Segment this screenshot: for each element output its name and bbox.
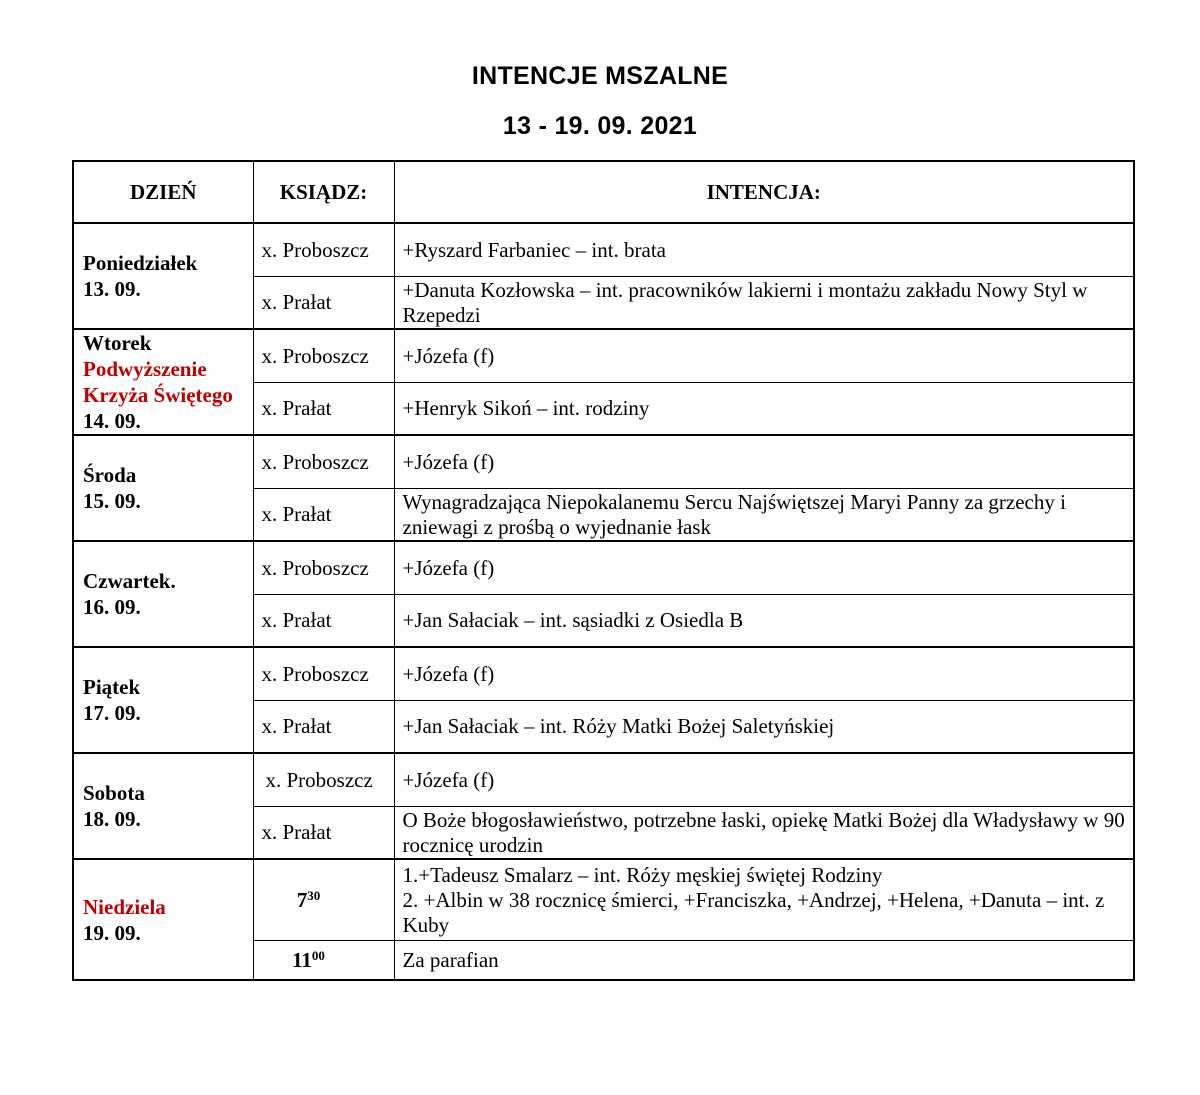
intention-line: 1.+Tadeusz Smalarz – int. Róży męskiej świętej Rodziny: [402, 862, 883, 887]
day-cell: [73, 435, 253, 541]
intention-cell: +Jan Sałaciak – int. sąsiadki z Osiedla B: [394, 595, 1134, 648]
mass-time-cell: [253, 859, 394, 941]
intention-cell: +Ryszard Farbaniec – int. brata: [394, 223, 1134, 277]
priest-cell: x. Proboszcz: [253, 223, 394, 277]
day-cell: [73, 647, 253, 753]
table-row: [73, 329, 1134, 383]
day-name: Czwartek.: [83, 569, 176, 593]
intention-cell: Za parafian: [394, 941, 1134, 981]
table-row: [73, 435, 1134, 489]
table-row: [73, 541, 1134, 595]
mass-time-minutes: 30: [307, 887, 321, 903]
mass-time-hour: 7: [296, 887, 308, 912]
intention-cell: +Józefa (f): [394, 753, 1134, 807]
priest-cell: x. Prałat: [253, 277, 394, 330]
priest-cell: x. Prałat: [253, 595, 394, 648]
priest-cell: x. Proboszcz: [253, 541, 394, 595]
intention-cell: +Henryk Sikoń – int. rodziny: [394, 383, 1134, 436]
day-name: Wtorek: [83, 331, 152, 355]
table-row: [73, 859, 1134, 941]
intention-cell: +Józefa (f): [394, 329, 1134, 383]
column-header-day: DZIEŃ: [73, 161, 253, 223]
intentions-table: [72, 160, 1135, 981]
table-row: [73, 753, 1134, 807]
date-range: 13 - 19. 09. 2021: [502, 112, 698, 140]
priest-cell: x. Prałat: [253, 701, 394, 754]
intention-cell: O Boże błogosławieństwo, potrzebne łaski, opiekę Matki Bożej dla Władysławy w 90 rocznicę urodzin: [394, 807, 1134, 860]
day-cell: [73, 859, 253, 980]
day-date: 14. 09.: [83, 409, 141, 433]
intention-cell: [394, 859, 1134, 941]
mass-time-minutes: 00: [311, 947, 325, 963]
mass-time-cell: [253, 941, 394, 981]
priest-cell: x. Prałat: [253, 489, 394, 542]
mass-time-hour: 11: [292, 947, 312, 972]
intention-cell: +Józefa (f): [394, 541, 1134, 595]
priest-cell: x. Prałat: [253, 383, 394, 436]
priest-cell: x. Proboszcz: [253, 753, 394, 807]
priest-cell: x. Prałat: [253, 807, 394, 860]
day-name: Niedziela: [83, 894, 166, 919]
priest-cell: x. Proboszcz: [253, 435, 394, 489]
intention-cell: +Józefa (f): [394, 435, 1134, 489]
priest-cell: x. Proboszcz: [253, 329, 394, 383]
table-row: [73, 223, 1134, 277]
feast-name: Podwyższenie Krzyża Świętego: [83, 357, 233, 407]
intention-cell: +Józefa (f): [394, 647, 1134, 701]
page-title: INTENCJE MSZALNE: [471, 62, 729, 90]
day-date: 17. 09.: [83, 701, 141, 725]
column-header-intention: INTENCJA:: [394, 161, 1134, 223]
day-date: 19. 09.: [83, 920, 141, 945]
table-header-row: [73, 161, 1134, 223]
day-name: Sobota: [83, 781, 145, 805]
day-date: 15. 09.: [83, 489, 141, 513]
intention-line: 2. +Albin w 38 rocznicę śmierci, +Franciszka, +Andrzej, +Helena, +Danuta – int. z Kuby: [402, 887, 1105, 937]
priest-cell: x. Proboszcz: [253, 647, 394, 701]
day-name: Środa: [83, 463, 137, 487]
intention-cell: +Jan Sałaciak – int. Róży Matki Bożej Saletyńskiej: [394, 701, 1134, 754]
day-date: 13. 09.: [83, 277, 141, 301]
day-name: Poniedziałek: [83, 251, 198, 275]
intention-cell: Wynagradzająca Niepokalanemu Sercu Najświętszej Maryi Panny za grzechy i zniewagi z prośbą o wyjednanie łask: [394, 489, 1134, 542]
day-cell: [73, 753, 253, 859]
intention-cell: +Danuta Kozłowska – int. pracowników lakierni i montażu zakładu Nowy Styl w Rzepedzi: [394, 277, 1134, 330]
table-row: [73, 647, 1134, 701]
day-cell: [73, 541, 253, 647]
day-cell: [73, 223, 253, 329]
day-cell: [73, 329, 253, 435]
day-name: Piątek: [83, 675, 141, 699]
day-date: 18. 09.: [83, 807, 141, 831]
column-header-priest: KSIĄDZ:: [253, 161, 394, 223]
day-date: 16. 09.: [83, 595, 141, 619]
